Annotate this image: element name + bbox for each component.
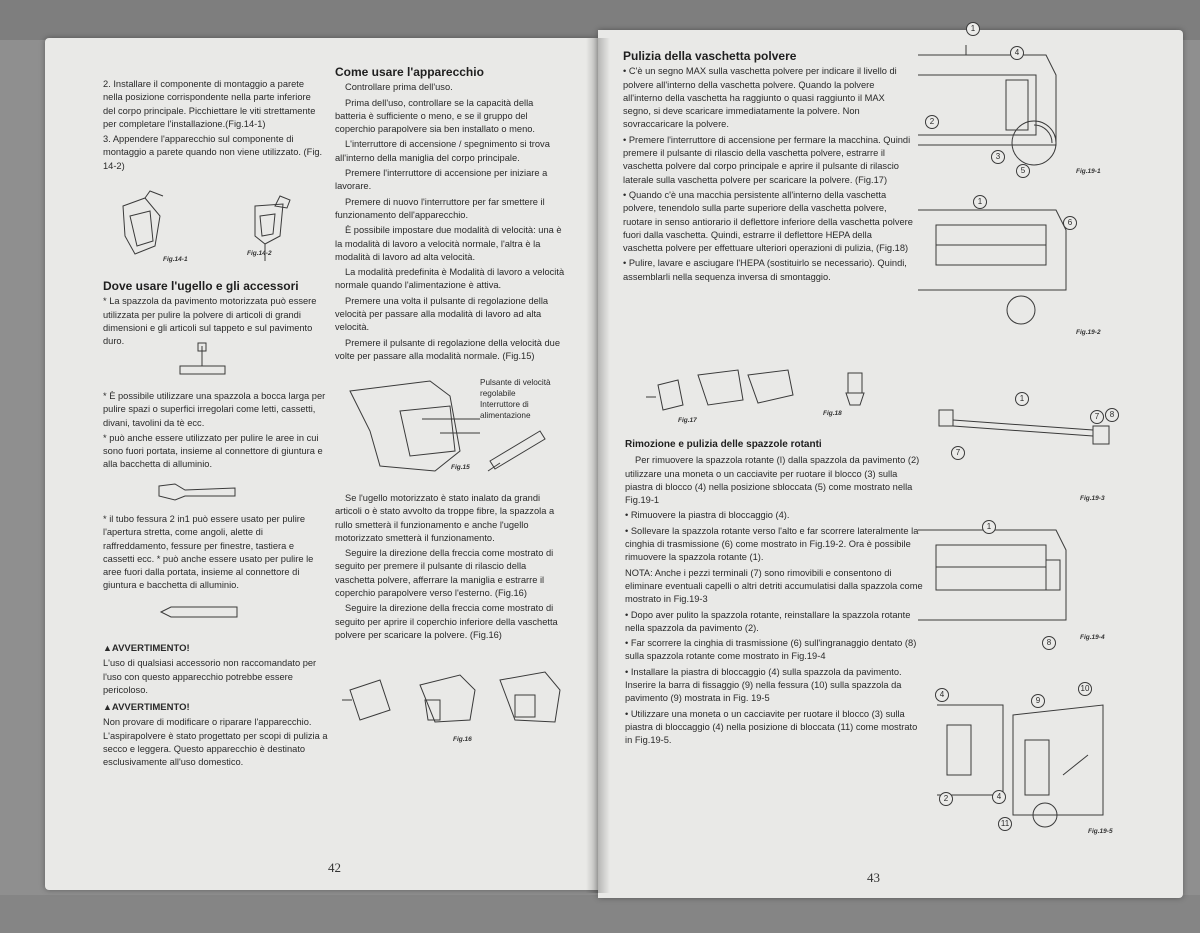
callout-1-fig19-3: 1 [1015, 392, 1029, 406]
brush-text-8: • Utilizzare una moneta o un cacciavite per ruotare il blocco (3) sulla piastra di bloccaggio (4) nella posizione di bloccata (11) come mostrato in Fig.19-5. [625, 708, 918, 746]
page-number-right: 43 [867, 870, 880, 885]
nozzle-heading: Dove usare l'ugello e gli accessori [103, 279, 299, 293]
fig-19-5-label: Fig.19-5 [1088, 828, 1113, 835]
callout-2-fig19-1: 2 [925, 115, 939, 129]
left-column-1 [103, 78, 323, 175]
usage-text-8: Premere una volta il pulsante di regolazione della velocità per passare alla modalità di lavoro ad alta velocità. [335, 295, 549, 333]
dust-text-4: • Pulire, lavare e asciugare l'HEPA (sostituirlo se necessario). Quindi, assemblarli nella sequenza inversa di smontaggio. [623, 258, 907, 282]
warning-2-text: Non provare di modificare o riparare l'apparecchio. L'aspirapolvere è stato progettato per scopi di pulizia a secco e leggera. Questo apparecchio è destinato esclusivamente all'uso domestico. [103, 717, 328, 768]
usage-text-2: Prima dell'uso, controllare se la capacità della batteria è sufficiente o meno, e se il gruppo del coperchio parapolvere sia ben installato o meno. [335, 97, 536, 135]
dust-text-1: • C'è un segno MAX sulla vaschetta polvere per indicare il livello di polvere all'interno della vaschetta polvere. Quando la polvere all'interno della vaschetta ha raggiunto o quasi raggiunto il MAX segno, si deve scaricare immediatamente la polvere. Non sovraccaricare la polvere. [623, 66, 897, 130]
brush-heading: Rimozione e pulizia delle spazzole rotanti [625, 439, 822, 450]
callout-2-fig19-5: 2 [939, 792, 953, 806]
brush-text-7: • Installare la piastra di bloccaggio (4) sulla spazzola da pavimento. Inserire la barra di fissaggio (9) nella fessura (10) sulla spazzola da pavimento (9) mostrata in Fig. 19-5 [625, 666, 902, 704]
usage-text-11: Seguire la direzione della freccia come mostrato di seguito per premere il pulsante di rilascio della vaschetta polvere, afferrare la maniglia e estrarre il coperchio parapolvere verso l'esterno. (Fig.16) [335, 548, 554, 599]
usage-text-9: Premere il pulsante di regolazione della velocità due volte per passare alla modalità normale. (Fig.15) [335, 337, 560, 361]
fig-19-3-label: Fig.19-3 [1080, 495, 1105, 502]
usage-heading: Come usare l'apparecchio [335, 65, 484, 79]
floor-brush-icon [175, 341, 235, 381]
warning-1-title: ▲ AVVERTIMENTO! [103, 642, 328, 655]
nozzle-section-2 [103, 390, 328, 474]
fig-16-label: Fig.16 [453, 736, 472, 743]
fig-19-2-label: Fig.19-2 [1076, 329, 1101, 336]
usage-text-3: L'interruttore di accensione / spegnimento si trova all'interno della maniglia del corpo principale. [335, 139, 550, 163]
fig-19-4-label: Fig.19-4 [1080, 634, 1105, 641]
callout-9-fig19-5: 9 [1031, 694, 1045, 708]
fig-16-illustration [340, 660, 570, 730]
callout-3-fig19-1: 3 [991, 150, 1005, 164]
brush-text-5: • Dopo aver pulito la spazzola rotante, reinstallare la spazzola rotante nella spazzola da pavimento (2). [625, 609, 911, 633]
brush-section [625, 438, 925, 750]
usage-text-5: Premere di nuovo l'interruttore per far smettere il funzionamento dell'apparecchio. [335, 196, 545, 220]
callout-4-fig19-5-right: 4 [992, 790, 1006, 804]
callout-7-fig19-3-left: 7 [951, 446, 965, 460]
callout-4-fig19-1: 4 [1010, 46, 1024, 60]
fig-17-label: Fig.17 [678, 417, 697, 424]
brush-text-4: NOTA: Anche i pezzi terminali (7) sono rimovibili e consentono di eliminare eventuali capelli o altri detriti accumulatisi dalla spazzola come mostrato in Fig.19-3 [625, 567, 923, 605]
book-gutter [586, 38, 610, 893]
left-column-2 [335, 66, 565, 365]
crevice-tool-icon [157, 603, 247, 621]
usage-text-1: Controllare prima dell'uso. [345, 82, 453, 93]
left-column-2-lower [335, 492, 565, 644]
callout-5-fig19-1: 5 [1016, 164, 1030, 178]
fig-19-2-illustration [916, 200, 1076, 330]
dust-text-3: • Quando c'è una macchia persistente all'interno della vaschetta polvere, tenendolo sulla parte superiore della vaschetta polvere, ruotare in senso antiorario il deflettore inferiore della vaschetta polvere fuori dalla vaschetta. Quindi, estrarre il deflettore HEPA della vaschetta polvere per effettuare ulteriori operazioni di pulizia, (Fig.18) [623, 189, 913, 254]
dust-heading: Pulizia della vaschetta polvere [623, 49, 797, 63]
callout-1-fig19-4: 1 [982, 520, 996, 534]
install-step-3: 3. Appendere l'apparecchio sul componente di montaggio a parete quando non viene utilizzato. (Fig. 14-2) [103, 134, 323, 171]
usage-text-6: È possibile impostare due modalità di velocità: una è la modalità di lavoro a velocità normale, l'altra è la modalità di lavoro ad alta velocità. [335, 225, 562, 262]
callout-4-fig19-5-left: 4 [935, 688, 949, 702]
fig-15-label: Fig.15 [451, 464, 470, 471]
usage-text-12: Seguire la direzione della freccia come mostrato di seguito per aprire il coperchio inferiore della vaschetta polvere per scaricare la polvere. (Fig.16) [335, 603, 558, 640]
nozzle-text-4: * il tubo fessura 2 in1 può essere usato per pulire l'apertura stretta, come angoli, alette di raffreddamento, fessure per finestre, tastiera e cassetti ecc. * può anche essere usato per pulire le aree fuori dalla portata, insieme al connettore di giuntura e bacchetta di alluminio. [103, 514, 314, 591]
dust-section [623, 50, 913, 286]
page-number-left: 42 [328, 860, 341, 875]
callout-7-fig19-3-right: 7 [1090, 410, 1104, 424]
callout-1-fig19-1: 1 [966, 22, 980, 36]
callout-11-fig19-5: 11 [998, 817, 1012, 831]
fig-18-label: Fig.18 [823, 410, 842, 417]
fig-19-5-illustration [933, 685, 1108, 830]
warning-2-title: ▲ AVVERTIMENTO! [103, 701, 328, 714]
callout-1-fig19-2: 1 [973, 195, 987, 209]
speed-button-callout: Pulsante di velocità regolabile [480, 378, 551, 398]
warnings-section [103, 638, 328, 772]
brush-text-6: • Far scorrere la cinghia di trasmissione (6) sull'ingranaggio dentato (8) sulla spazzola rotante come mostrato in Fig.19-4 [625, 638, 917, 662]
callout-10-fig19-5: 10 [1078, 682, 1092, 696]
nozzle-text-2: * È possibile utilizzare una spazzola a bocca larga per pulire spazi o superfici irregolari come letti, cassetti, divani, tavolini da tè ecc. [103, 391, 326, 428]
nozzle-section [103, 280, 328, 350]
wide-brush-icon [155, 480, 245, 502]
left-page [45, 38, 598, 890]
callout-6-fig19-2: 6 [1063, 216, 1077, 230]
brush-text-3: • Sollevare la spazzola rotante verso l'alto e far scorrere lateralmente la cinghia di trasmissione (6) come mostrato in Fig.19-2. Ora è possibile rimuovere la spazzola rotante (1). [625, 525, 919, 563]
brush-text-2: • Rimuovere la piastra di bloccaggio (4). [625, 510, 790, 521]
usage-text-4: Premere l'interruttore di accensione per iniziare a lavorare. [335, 168, 548, 192]
nozzle-text-3: * può anche essere utilizzato per pulire le aree in cui sono fuori portata, insieme al connettore di giuntura e alla bacchetta di alluminio. [103, 432, 323, 470]
background-bottom [0, 895, 1200, 933]
warning-1-text: L'uso di qualsiasi accessorio non raccomandato per l'uso con questo apparecchio potrebbe essere pericoloso. [103, 658, 317, 695]
fig-14-1-label: Fig.14-1 [163, 256, 188, 263]
callout-8-fig19-4: 8 [1042, 636, 1056, 650]
crevice-section [103, 513, 328, 595]
usage-text-10: Se l'ugello motorizzato è stato inalato da grandi articoli o è stato avvolto da troppe fibre, la spazzola a rullo smetterà il funzionamento e anche l'ugello motorizzato smetterà il funzionamento. [335, 493, 555, 543]
fig-14-2-label: Fig.14-2 [247, 250, 272, 257]
fig-19-4-illustration [916, 520, 1076, 650]
nozzle-text-1: * La spazzola da pavimento motorizzata può essere utilizzata per pulire la polvere di articoli di grandi dimensioni e gli articoli sul tappeto e sul pavimento duro. [103, 296, 317, 347]
callout-8-fig19-3: 8 [1105, 408, 1119, 422]
power-switch-callout: Interruttore di alimentazione [480, 400, 531, 420]
install-step-2: 2. Installare il componente di montaggio a parete nella posizione corrispondente nella parte inferiore del corpo principale. Picchiettare le viti strettamente per completare l'installazione.(Fig.14-1) [103, 79, 316, 129]
right-page [598, 24, 1183, 898]
dust-text-2: • Premere l'interruttore di accensione per fermare la macchina. Quindi premere il pulsante di rilascio della vaschetta polvere, estrarre il vaschetta polvere dal corpo principale e aprire il pulsante di rilascio laterale sulla vaschetta polvere per scaricare la polvere. (Fig.17) [623, 134, 911, 185]
usage-text-7: La modalità predefinita è Modalità di lavoro a velocità normale quando l'alimentazione è attiva. [335, 267, 565, 291]
fig-19-1-label: Fig.19-1 [1076, 168, 1101, 175]
brush-text-1: Per rimuovere la spazzola rotante (I) dalla spazzola da pavimento (2) utilizzare una moneta o un cacciavite per ruotare il blocco (3) sulla piastra di blocco (4) nella posizione sbloccata (5) come mostrato nella Fig.19-1 [625, 455, 920, 506]
